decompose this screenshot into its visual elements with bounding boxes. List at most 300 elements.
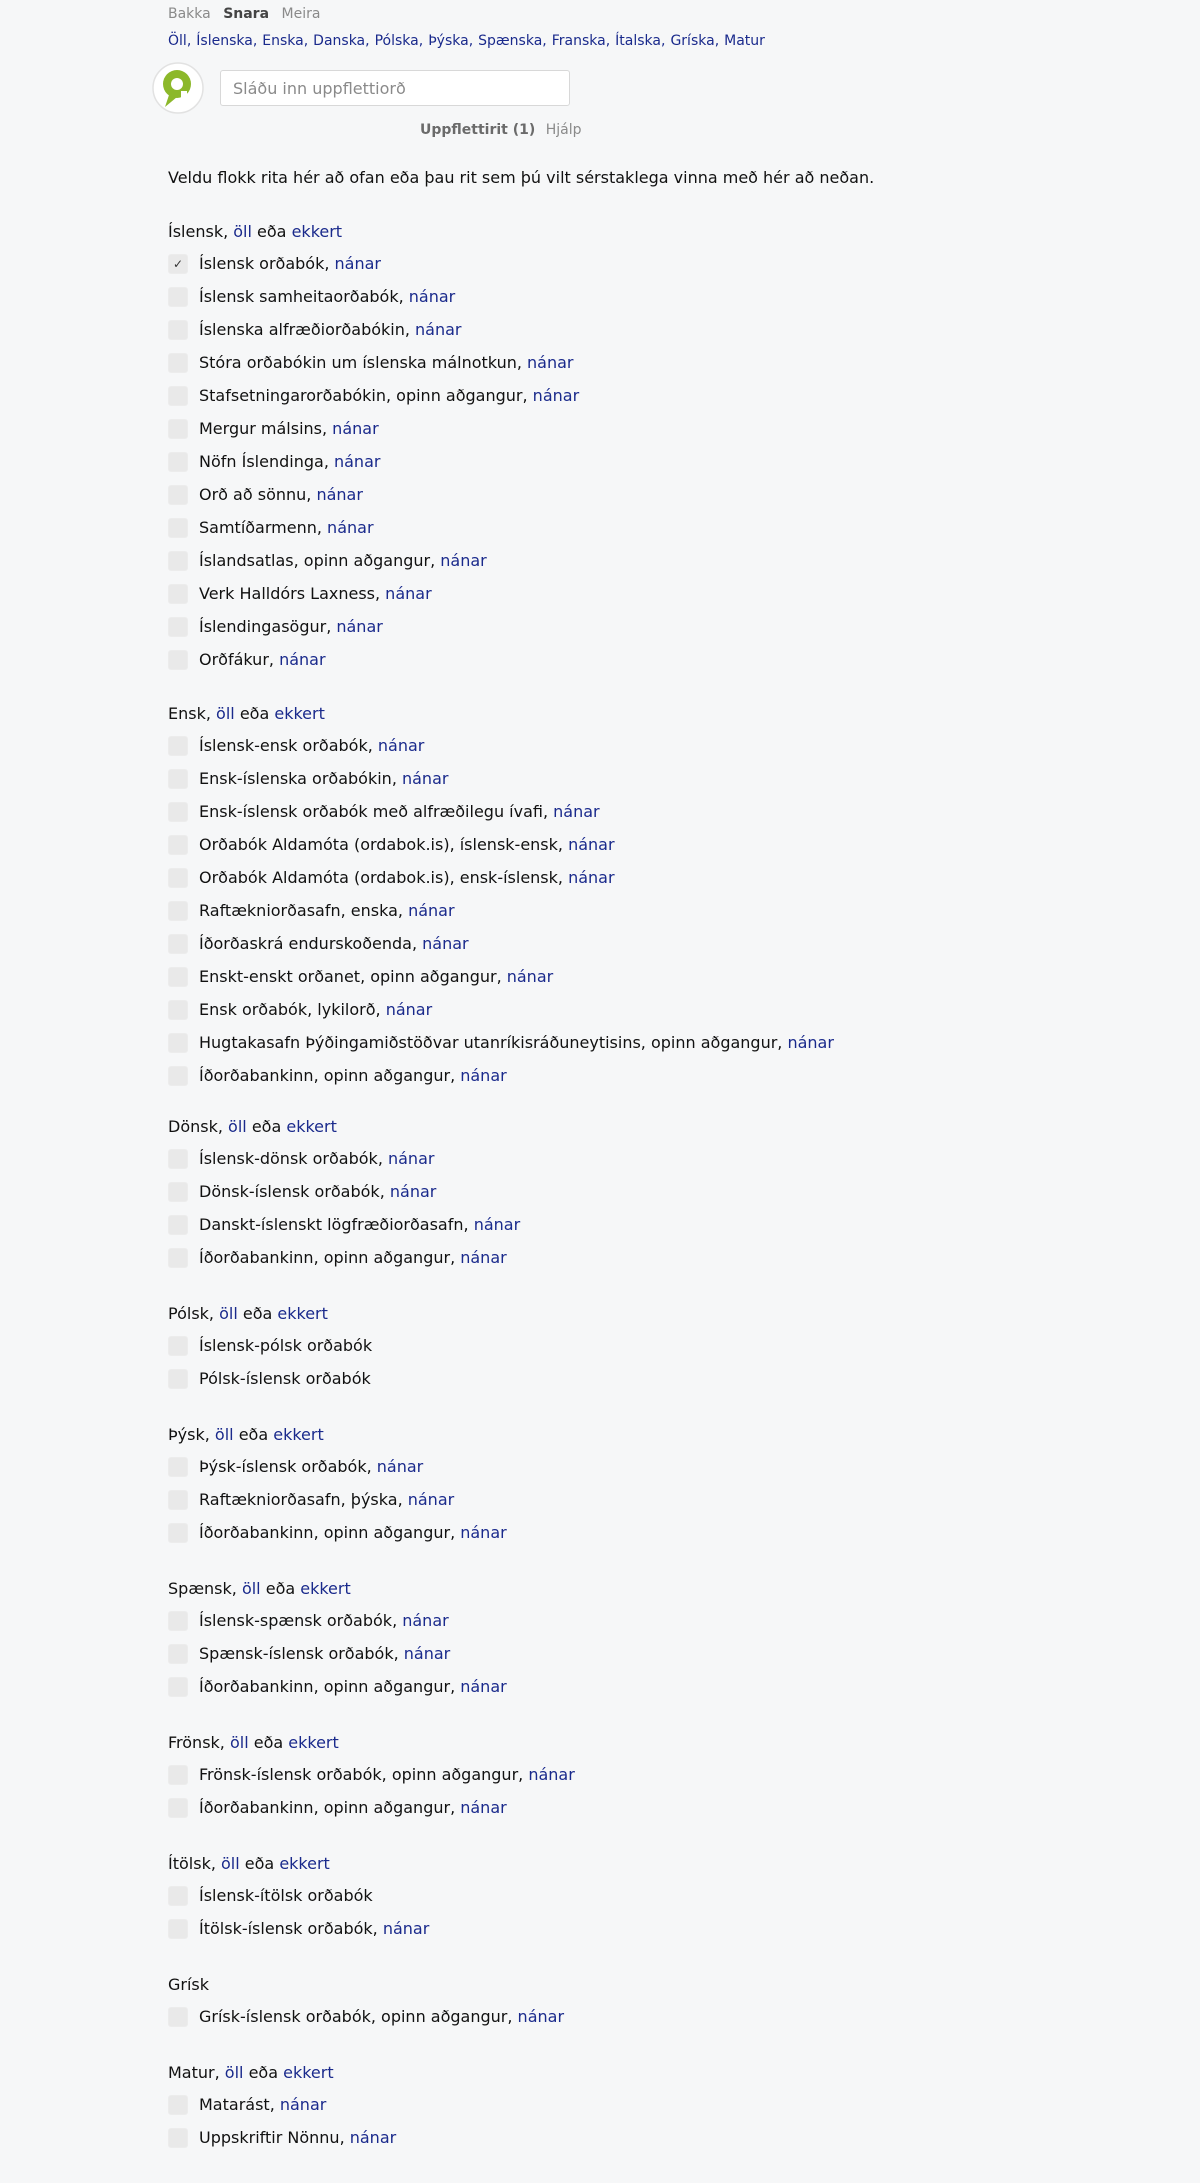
dictionary-item[interactable] — [168, 1368, 372, 1401]
filter-link[interactable]: Gríska — [670, 33, 715, 49]
dictionary-item[interactable] — [168, 1885, 429, 1918]
dictionary-label — [199, 1335, 372, 1357]
section-name: Grísk — [168, 1975, 210, 1994]
dictionary-item[interactable] — [168, 385, 579, 418]
dictionary-checkbox[interactable] — [168, 1886, 188, 1906]
dictionary-name: Íðorðabankinn, opinn aðgangur — [199, 1523, 451, 1542]
dictionary-item[interactable] — [168, 834, 834, 867]
dictionary-item[interactable] — [168, 319, 579, 352]
select-all-link[interactable]: öll — [214, 1425, 234, 1444]
details-link[interactable]: nánar — [460, 1677, 507, 1696]
dictionary-name: Danskt-íslenskt lögfræðiorðasafn — [199, 1215, 464, 1234]
dictionary-label: Samtíðarmenn, nánar — [199, 518, 374, 537]
dictionary-name: Íslensk-pólsk orðabók — [199, 1336, 373, 1355]
dictionary-name: Orðabók Aldamóta (ordabok.is), íslensk-ensk — [199, 835, 558, 854]
dictionary-label: Dönsk-íslensk orðabók, nánar — [199, 1182, 437, 1201]
dictionary-name: Íðorðabankinn, opinn aðgangur — [199, 1677, 451, 1696]
filter-separator: , — [303, 33, 309, 49]
search-input[interactable] — [220, 70, 570, 106]
filter-separator: , — [418, 33, 424, 49]
filter-separator: , — [252, 33, 258, 49]
dictionary-item[interactable] — [168, 451, 579, 484]
dictionaries-link[interactable]: Uppflettirit (1) — [420, 122, 536, 138]
filter-separator: , — [605, 33, 611, 49]
dictionary-checkbox[interactable] — [168, 1215, 188, 1235]
dictionary-item[interactable] — [168, 1643, 507, 1676]
section-3 — [168, 1302, 372, 1401]
section-4 — [168, 1423, 507, 1555]
select-none-link[interactable]: ekkert — [288, 1733, 339, 1752]
dictionary-label: Verk Halldórs Laxness, nánar — [199, 584, 432, 603]
dictionary-item[interactable] — [168, 1489, 507, 1522]
dictionary-item[interactable] — [168, 616, 579, 649]
dictionary-label: Stafsetningarorðabókin, opinn aðgangur, nánar — [199, 386, 580, 405]
details-link[interactable]: nánar — [387, 1149, 435, 1168]
details-link[interactable]: nánar — [332, 419, 379, 438]
more-link[interactable]: Meira — [281, 6, 321, 22]
select-none-link[interactable]: ekkert — [277, 1304, 328, 1323]
dictionary-name: Matarást — [199, 2095, 270, 2114]
section-name: Pólsk — [168, 1304, 209, 1323]
select-all-link[interactable]: öll — [219, 1304, 238, 1323]
dictionary-label: Íðorðabankinn, opinn aðgangur, nánar — [199, 1066, 507, 1085]
sub-links — [420, 122, 582, 138]
dictionary-name: Nöfn Íslendinga — [199, 452, 324, 471]
dictionary-checkbox[interactable] — [168, 386, 188, 406]
details-link[interactable]: nánar — [377, 736, 425, 755]
section-name: Dönsk — [168, 1117, 218, 1136]
details-link[interactable]: nánar — [460, 1066, 507, 1085]
select-all-link[interactable]: öll — [241, 1579, 261, 1598]
details-link[interactable]: nánar — [408, 287, 456, 306]
dictionary-item[interactable] — [168, 1918, 429, 1951]
filter-link[interactable]: Enska — [262, 33, 304, 49]
dictionary-item[interactable] — [168, 1247, 520, 1280]
dictionary-checkbox[interactable] — [168, 868, 188, 888]
dictionary-name: Íslensk-ensk orðabók — [199, 736, 368, 755]
check-icon: ✓ — [172, 257, 184, 271]
section-heading: Íslensk, öll eða ekkert — [168, 222, 343, 241]
details-link[interactable]: nánar — [415, 320, 462, 339]
details-link[interactable]: nánar — [327, 518, 374, 537]
or-text: eða — [248, 2063, 278, 2082]
dictionary-item[interactable] — [168, 999, 834, 1032]
dictionary-name: Íslensk orðabók — [199, 254, 325, 273]
dictionary-name: Íslensk samheitaorðabók — [199, 287, 399, 306]
details-link[interactable]: nánar — [403, 1644, 451, 1663]
filter-link[interactable]: Ítalska — [615, 33, 661, 49]
dictionary-item[interactable] — [168, 900, 834, 933]
dictionary-item[interactable] — [168, 583, 579, 616]
snara-link[interactable]: Snara — [223, 6, 270, 22]
dictionary-name: Samtíðarmenn — [199, 518, 317, 537]
dictionary-item[interactable] — [168, 1032, 834, 1065]
dictionary-label: Orðabók Aldamóta (ordabok.is), ensk-íslensk, nánar — [199, 868, 615, 887]
help-link[interactable]: Hjálp — [545, 122, 582, 138]
dictionary-name: Dönsk-íslensk orðabók — [199, 1182, 380, 1201]
dictionary-checkbox[interactable] — [168, 2128, 188, 2148]
dictionary-name: Þýsk-íslensk orðabók — [199, 1457, 367, 1476]
details-link[interactable]: nánar — [349, 2128, 397, 2147]
filter-link[interactable]: Öll — [168, 33, 187, 49]
dictionary-label: Íslendingasögur, nánar — [199, 617, 383, 636]
dictionary-item[interactable] — [168, 735, 834, 768]
details-link[interactable]: nánar — [527, 353, 574, 372]
dictionary-checkbox[interactable] — [168, 2095, 188, 2115]
details-link[interactable]: nánar — [553, 802, 600, 821]
details-link[interactable]: nánar — [385, 1000, 433, 1019]
details-link[interactable]: nánar — [385, 584, 432, 603]
dictionary-name: Íslensk-spænsk orðabók — [199, 1611, 393, 1630]
section-name: Ítölsk — [168, 1854, 211, 1873]
dictionary-item[interactable] — [168, 1214, 520, 1247]
dictionary-name: Spænsk-íslensk orðabók — [199, 1644, 394, 1663]
dictionary-label: Enskt-enskt orðanet, opinn aðgangur, nánar — [199, 967, 554, 986]
dictionary-item[interactable] — [168, 649, 579, 682]
dictionary-item[interactable] — [168, 484, 579, 517]
dictionary-label: Matarást, nánar — [199, 2095, 327, 2114]
dictionary-name: Orð að sönnu — [199, 485, 307, 504]
dictionary-name: Íðorðabankinn, opinn aðgangur — [199, 1248, 451, 1267]
filter-link[interactable]: Franska — [551, 33, 606, 49]
details-link[interactable]: nánar — [279, 650, 326, 669]
or-text: eða — [251, 1117, 282, 1136]
dictionary-checkbox[interactable] — [168, 967, 188, 987]
dictionary-item[interactable] — [168, 1764, 575, 1797]
dictionary-checkbox[interactable] — [168, 1248, 188, 1268]
select-all-link[interactable]: öll — [233, 222, 252, 241]
dictionary-checkbox[interactable] — [168, 736, 188, 756]
details-link[interactable]: nánar — [787, 1033, 834, 1052]
dictionary-label: Ensk-íslenska orðabókin, nánar — [199, 769, 449, 788]
dictionary-checkbox[interactable] — [168, 287, 188, 307]
dictionary-label: Orðfákur, nánar — [199, 650, 326, 669]
dictionary-label — [199, 1368, 371, 1390]
section-name: Frönsk — [168, 1733, 220, 1752]
section-name: Spænsk — [168, 1579, 232, 1598]
intro-text: Veldu flokk rita hér að ofan eða þau rit sem þú vilt sérstaklega vinna með hér að neðan. — [168, 168, 875, 187]
dictionary-label: Íðorðabankinn, opinn aðgangur, nánar — [199, 1248, 507, 1267]
details-link[interactable]: nánar — [334, 254, 381, 273]
dictionary-item[interactable] — [168, 352, 579, 385]
or-text: eða — [253, 1733, 284, 1752]
dictionary-name: Ensk orðabók, lykilorð — [199, 1000, 376, 1019]
dictionary-item[interactable] — [168, 1335, 372, 1368]
details-link[interactable]: nánar — [333, 452, 381, 471]
filter-link[interactable]: Íslenska — [196, 33, 253, 49]
details-link[interactable]: nánar — [460, 1798, 507, 1817]
details-link[interactable]: nánar — [517, 2007, 565, 2026]
section-2 — [168, 1115, 520, 1280]
select-all-link[interactable]: öll — [229, 1733, 249, 1752]
select-all-link[interactable]: öll — [221, 1854, 240, 1873]
dictionary-checkbox[interactable] — [168, 452, 188, 472]
dictionary-name: Íslendingasögur — [199, 617, 327, 636]
dictionary-item[interactable] — [168, 933, 834, 966]
dictionary-name: Grísk-íslensk orðabók, opinn aðgangur — [199, 2007, 508, 2026]
dictionary-checkbox[interactable] — [168, 485, 188, 505]
dictionary-label: Íslenska alfræðiorðabókin, nánar — [199, 320, 462, 339]
details-link[interactable]: nánar — [506, 967, 554, 986]
dictionary-checkbox[interactable] — [168, 650, 188, 670]
dictionary-checkbox[interactable] — [168, 1677, 188, 1697]
or-text: eða — [244, 1854, 275, 1873]
dictionary-name: Ensk-íslenska orðabókin — [199, 769, 392, 788]
filter-separator: , — [468, 33, 474, 49]
filter-link[interactable]: Matur — [724, 33, 765, 49]
dictionary-checkbox[interactable] — [168, 1149, 188, 1169]
or-text: eða — [239, 704, 270, 723]
dictionary-checkbox[interactable] — [168, 934, 188, 954]
dictionary-label: Ensk-íslensk orðabók með alfræðilegu ívafi, nánar — [199, 802, 600, 821]
dictionary-checkbox[interactable] — [168, 1765, 188, 1785]
section-heading: Pólsk, öll eða ekkert — [168, 1304, 328, 1323]
select-all-link[interactable]: öll — [224, 2063, 244, 2082]
select-none-link[interactable]: ekkert — [274, 704, 325, 723]
dictionary-item[interactable] — [168, 1522, 507, 1555]
dictionary-checkbox[interactable] — [168, 1919, 188, 1939]
dictionary-checkbox[interactable] — [168, 1644, 188, 1664]
section-heading: Dönsk, öll eða ekkert — [168, 1117, 337, 1136]
section-7 — [168, 1852, 429, 1951]
dictionary-item[interactable] — [168, 1610, 507, 1643]
dictionary-checkbox[interactable] — [168, 617, 188, 637]
dictionary-checkbox[interactable] — [168, 1000, 188, 1020]
dictionary-label: Orð að sönnu, nánar — [199, 485, 363, 504]
dictionary-checkbox[interactable] — [168, 518, 188, 538]
dictionary-name: Orðabók Aldamóta (ordabok.is), ensk-íslensk — [199, 868, 558, 887]
details-link[interactable]: nánar — [440, 551, 487, 570]
details-link[interactable]: nánar — [382, 1919, 430, 1938]
dictionary-item[interactable] — [168, 1456, 507, 1489]
dictionary-item[interactable] — [168, 2127, 396, 2160]
select-all-link[interactable]: öll — [228, 1117, 247, 1136]
dictionary-name: Raftækniorðasafn, þýska — [199, 1490, 398, 1509]
dictionary-label: Spænsk-íslensk orðabók, nánar — [199, 1644, 451, 1663]
dictionary-name: Íðorðabankinn, opinn aðgangur — [199, 1066, 451, 1085]
dictionary-checkbox[interactable] — [168, 1490, 188, 1510]
dictionary-label: Stóra orðabókin um íslenska málnotkun, nánar — [199, 353, 574, 372]
section-name: Íslensk — [168, 222, 224, 241]
dictionary-name: Uppskriftir Nönnu — [199, 2128, 340, 2147]
dictionary-label: Íðorðabankinn, opinn aðgangur, nánar — [199, 1677, 507, 1696]
dictionary-checkbox[interactable] — [168, 1066, 188, 1086]
dictionary-checkbox[interactable] — [168, 1457, 188, 1477]
filter-link[interactable]: Þýska — [428, 33, 469, 49]
select-none-link[interactable]: ekkert — [273, 1425, 324, 1444]
section-heading: Þýsk, öll eða ekkert — [168, 1425, 324, 1444]
or-text: eða — [265, 1579, 296, 1598]
dictionary-name: Mergur málsins — [199, 419, 322, 438]
section-heading: Spænsk, öll eða ekkert — [168, 1579, 351, 1598]
section-9 — [168, 2061, 396, 2160]
dictionary-label: Íðorðabankinn, opinn aðgangur, nánar — [199, 1798, 507, 1817]
dictionary-label: Mergur málsins, nánar — [199, 419, 379, 438]
dictionary-label: Frönsk-íslensk orðabók, opinn aðgangur, nánar — [199, 1765, 575, 1784]
dictionary-item[interactable] — [168, 550, 579, 583]
dictionary-checkbox[interactable] — [168, 584, 188, 604]
dictionary-name: Ítölsk-íslensk orðabók — [199, 1919, 373, 1938]
dictionary-label: Uppskriftir Nönnu, nánar — [199, 2128, 397, 2147]
details-link[interactable]: nánar — [408, 901, 455, 920]
dictionary-checkbox[interactable] — [168, 1033, 188, 1053]
dictionary-item[interactable] — [168, 1797, 575, 1830]
section-heading: Ensk, öll eða ekkert — [168, 704, 325, 723]
dictionary-item[interactable] — [168, 517, 579, 550]
dictionary-label: Hugtakasafn Þýðingamiðstöðvar utanríkisráðuneytisins, opinn aðgangur, nánar — [199, 1033, 834, 1052]
dictionary-item[interactable] — [168, 418, 579, 451]
details-link[interactable]: nánar — [376, 1457, 424, 1476]
details-link[interactable]: nánar — [528, 1765, 575, 1784]
details-link[interactable]: nánar — [473, 1215, 521, 1234]
dictionary-checkbox[interactable] — [168, 901, 188, 921]
dictionary-checkbox[interactable] — [168, 1611, 188, 1631]
filter-link[interactable]: Pólska — [374, 33, 419, 49]
section-heading: Matur, öll eða ekkert — [168, 2063, 334, 2082]
dictionary-name: Íslandsatlas, opinn aðgangur — [199, 551, 431, 570]
dictionary-label: Raftækniorðasafn, enska, nánar — [199, 901, 455, 920]
filter-separator: , — [186, 33, 192, 49]
filter-separator: , — [661, 33, 666, 49]
dictionary-checkbox[interactable] — [168, 1523, 188, 1543]
dictionary-checkbox[interactable] — [168, 1798, 188, 1818]
details-link[interactable]: nánar — [568, 835, 615, 854]
section-name: Matur — [168, 2063, 215, 2082]
dictionary-name: Verk Halldórs Laxness — [199, 584, 375, 603]
details-link[interactable]: nánar — [407, 1490, 455, 1509]
dictionary-label: Orðabók Aldamóta (ordabok.is), íslensk-ensk, nánar — [199, 835, 615, 854]
or-text: eða — [257, 222, 287, 241]
filter-separator: , — [365, 33, 370, 49]
dictionary-label: Grísk-íslensk orðabók, opinn aðgangur, nánar — [199, 2007, 565, 2026]
dictionary-checkbox[interactable] — [168, 2007, 188, 2027]
dictionary-checkbox[interactable] — [168, 419, 188, 439]
dictionary-item[interactable] — [168, 1148, 520, 1181]
dictionary-checkbox[interactable] — [168, 353, 188, 373]
dictionary-name: Hugtakasafn Þýðingamiðstöðvar utanríkisráðuneytisins, opinn aðgangur — [199, 1033, 778, 1052]
details-link[interactable]: nánar — [389, 1182, 437, 1201]
dictionary-name: Enskt-enskt orðanet, opinn aðgangur — [199, 967, 497, 986]
select-none-link[interactable]: ekkert — [300, 1579, 351, 1598]
filter-link[interactable]: Danska — [313, 33, 366, 49]
details-link[interactable]: nánar — [402, 1611, 449, 1630]
dictionary-item[interactable] — [168, 801, 834, 834]
section-6 — [168, 1731, 575, 1830]
dictionary-label: Íðorðabankinn, opinn aðgangur, nánar — [199, 1523, 507, 1542]
dictionary-item[interactable] — [168, 1181, 520, 1214]
dictionary-name: Orðfákur — [199, 650, 269, 669]
section-1 — [168, 702, 834, 1098]
section-heading: Frönsk, öll eða ekkert — [168, 1733, 339, 1752]
filter-separator: , — [714, 33, 720, 49]
details-link[interactable]: nánar — [279, 2095, 327, 2114]
dictionary-checkbox[interactable] — [168, 835, 188, 855]
select-none-link[interactable]: ekkert — [291, 222, 343, 241]
dictionary-label: Nöfn Íslendinga, nánar — [199, 452, 381, 471]
details-link[interactable]: nánar — [401, 769, 449, 788]
filter-separator: , — [542, 33, 547, 49]
dictionary-item[interactable] — [168, 1676, 507, 1709]
or-text: eða — [238, 1425, 269, 1444]
dictionary-label: Ítölsk-íslensk orðabók, nánar — [199, 1919, 430, 1938]
dictionary-name: Pólsk-íslensk orðabók — [199, 1369, 371, 1388]
dictionary-checkbox[interactable] — [168, 1369, 188, 1389]
dictionary-checkbox[interactable] — [168, 254, 188, 274]
section-8 — [168, 1973, 564, 2039]
section-heading — [168, 1973, 564, 1997]
dictionary-checkbox[interactable] — [168, 551, 188, 571]
section-name: Ensk — [168, 704, 206, 723]
dictionary-name: Íðorðaskrá endurskoðenda — [199, 934, 412, 953]
details-link[interactable]: nánar — [532, 386, 580, 405]
dictionary-name: Íslensk-dönsk orðabók — [199, 1149, 378, 1168]
select-none-link[interactable]: ekkert — [279, 1854, 330, 1873]
dictionary-label: Ensk orðabók, lykilorð, nánar — [199, 1000, 433, 1019]
dictionary-label — [199, 1885, 373, 1907]
dictionary-name: Íðorðabankinn, opinn aðgangur — [199, 1798, 451, 1817]
dictionary-checkbox[interactable] — [168, 1336, 188, 1356]
dictionary-item[interactable] — [168, 768, 834, 801]
dictionary-label: Íslensk samheitaorðabók, nánar — [199, 287, 456, 306]
section-0 — [168, 220, 579, 682]
section-heading: Ítölsk, öll eða ekkert — [168, 1854, 330, 1873]
dictionary-label: Íslensk orðabók, nánar — [199, 254, 381, 273]
section-name: Þýsk — [168, 1425, 205, 1444]
dictionary-name: Ensk-íslensk orðabók með alfræðilegu ívafi — [199, 802, 543, 821]
section-5 — [168, 1577, 507, 1709]
dictionary-checkbox[interactable] — [168, 802, 188, 822]
dictionary-item[interactable] — [168, 867, 834, 900]
dictionary-item[interactable] — [168, 1065, 834, 1098]
select-none-link[interactable]: ekkert — [283, 2063, 334, 2082]
dictionary-name: Raftækniorðasafn, enska — [199, 901, 398, 920]
details-link[interactable]: nánar — [422, 934, 469, 953]
details-link[interactable]: nánar — [460, 1523, 507, 1542]
dictionary-label: Íslensk-spænsk orðabók, nánar — [199, 1611, 449, 1630]
dictionary-label: Danskt-íslenskt lögfræðiorðasafn, nánar — [199, 1215, 521, 1234]
dictionary-label: Íslensk-dönsk orðabók, nánar — [199, 1149, 435, 1168]
top-nav — [168, 6, 328, 22]
dictionary-checkbox[interactable] — [168, 769, 188, 789]
details-link[interactable]: nánar — [460, 1248, 507, 1267]
dictionary-label: Íslandsatlas, opinn aðgangur, nánar — [199, 551, 487, 570]
category-filters — [168, 33, 765, 49]
dictionary-name: Íslensk-ítölsk orðabók — [199, 1886, 373, 1905]
dictionary-item[interactable] — [168, 286, 579, 319]
select-none-link[interactable]: ekkert — [286, 1117, 337, 1136]
details-link[interactable]: nánar — [568, 868, 615, 887]
snara-logo-icon[interactable] — [151, 61, 205, 115]
details-link[interactable]: nánar — [316, 485, 363, 504]
back-link[interactable]: Bakka — [168, 6, 211, 22]
dictionary-label: Íðorðaskrá endurskoðenda, nánar — [199, 934, 469, 953]
dictionary-name: Íslenska alfræðiorðabókin — [199, 320, 405, 339]
dictionary-checkbox[interactable] — [168, 1182, 188, 1202]
dictionary-item[interactable] — [168, 2094, 396, 2127]
details-link[interactable]: nánar — [336, 617, 383, 636]
dictionary-name: Frönsk-íslensk orðabók, opinn aðgangur — [199, 1765, 519, 1784]
select-all-link[interactable]: öll — [216, 704, 235, 723]
dictionary-item[interactable] — [168, 253, 579, 286]
dictionary-name: Stafsetningarorðabókin, opinn aðgangur — [199, 386, 523, 405]
dictionary-label: Raftækniorðasafn, þýska, nánar — [199, 1490, 455, 1509]
or-text: eða — [242, 1304, 273, 1323]
dictionary-checkbox[interactable] — [168, 320, 188, 340]
dictionary-item[interactable] — [168, 2006, 564, 2039]
dictionary-item[interactable] — [168, 966, 834, 999]
filter-link[interactable]: Spænska — [478, 33, 543, 49]
dictionary-label: Þýsk-íslensk orðabók, nánar — [199, 1457, 424, 1476]
